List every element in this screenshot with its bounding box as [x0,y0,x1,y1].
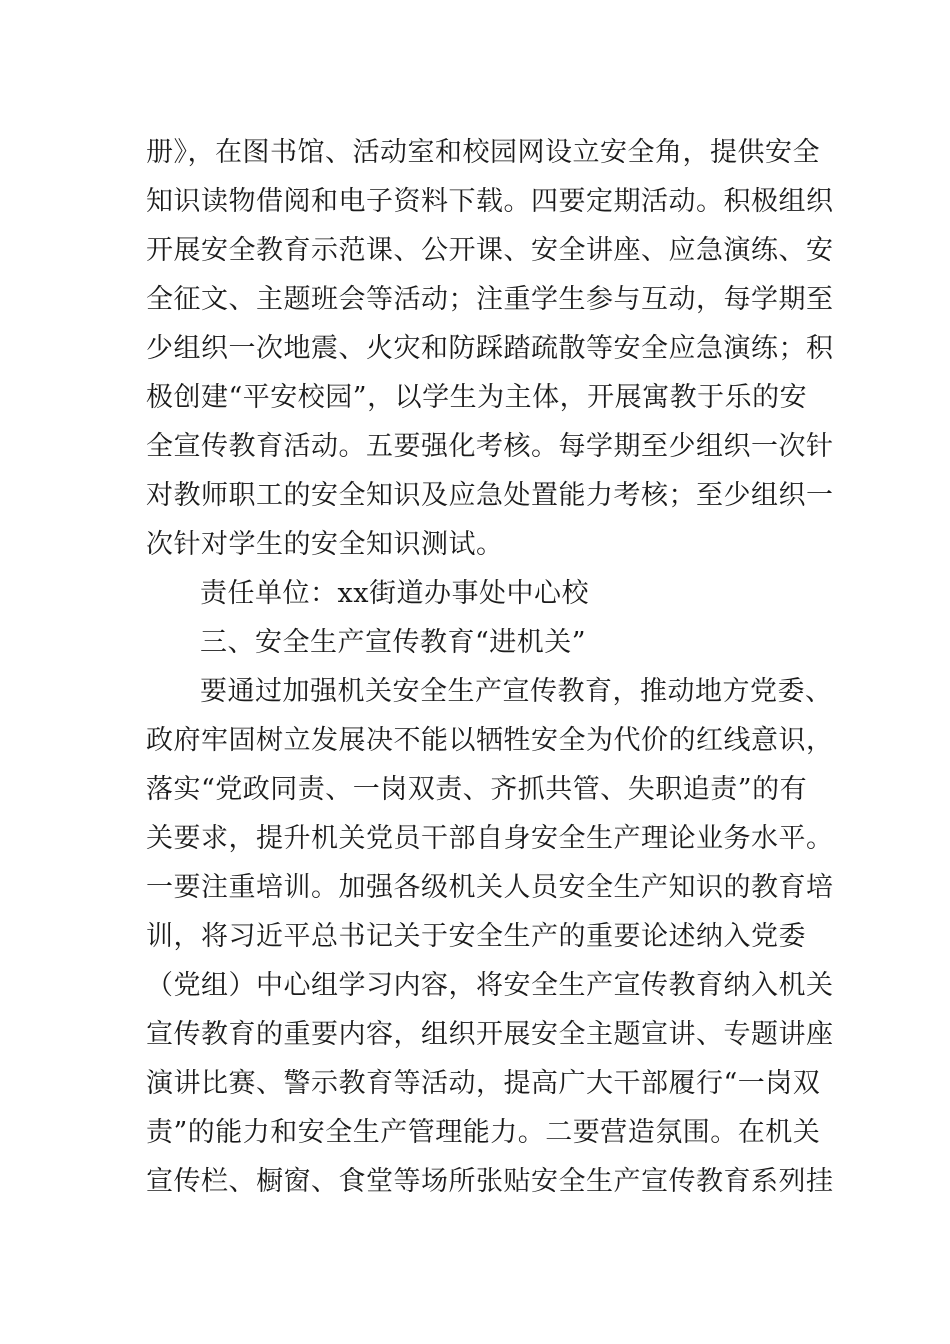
body-text-line: 宣传栏、橱窗、食堂等场所张贴安全生产宣传教育系列挂 [146,1166,834,1197]
body-text-line: 开展安全教育示范课、公开课、安全讲座、应急演练、安 [146,235,834,266]
body-text-line: 全宣传教育活动。五要强化考核。每学期至少组织一次针 [146,431,834,462]
body-text-line: 演讲比赛、警示教育等活动，提高广大干部履行“一岗双 [146,1068,821,1099]
body-text-line: 次针对学生的安全知识测试。 [146,529,504,560]
body-text-line: 政府牢固树立发展决不能以牺牲安全为代价的红线意识， [146,725,834,756]
body-text-line: 责”的能力和安全生产管理能力。二要营造氛围。在机关 [146,1117,821,1148]
body-text-line: 对教师职工的安全知识及应急处置能力考核；至少组织一 [146,480,834,511]
body-text-line: 少组织一次地震、火灾和防踩踏疏散等安全应急演练；积 [146,333,834,364]
body-text-line: 知识读物借阅和电子资料下载。四要定期活动。积极组织 [146,186,834,217]
body-text-line: 宣传教育的重要内容，组织开展安全主题宣讲、专题讲座 [146,1019,834,1050]
body-text-line: 关要求，提升机关党员干部自身安全生产理论业务水平。 [146,823,834,854]
body-text-line: 一要注重培训。加强各级机关人员安全生产知识的教育培 [146,872,834,903]
body-text-line: 册》，在图书馆、活动室和校园网设立安全角，提供安全 [146,137,820,168]
section-heading: 三、安全生产宣传教育“进机关” [200,627,587,658]
body-text-line: 极创建“平安校园”，以学生为主体，开展寓教于乐的安 [146,382,808,413]
body-text-line: 落实“党政同责、一岗双责、齐抓共管、失职追责”的有 [146,774,808,805]
body-text-line: （党组）中心组学习内容，将安全生产宣传教育纳入机关 [146,970,834,1001]
body-text-line: 要通过加强机关安全生产宣传教育，推动地方党委、 [200,676,833,707]
body-text-line: 全征文、主题班会等活动；注重学生参与互动，每学期至 [146,284,834,315]
body-text-line: 训，将习近平总书记关于安全生产的重要论述纳入党委 [146,921,806,952]
document-body [146,128,834,1206]
responsible-unit: 责任单位：xx街道办事处中心校 [200,578,589,609]
